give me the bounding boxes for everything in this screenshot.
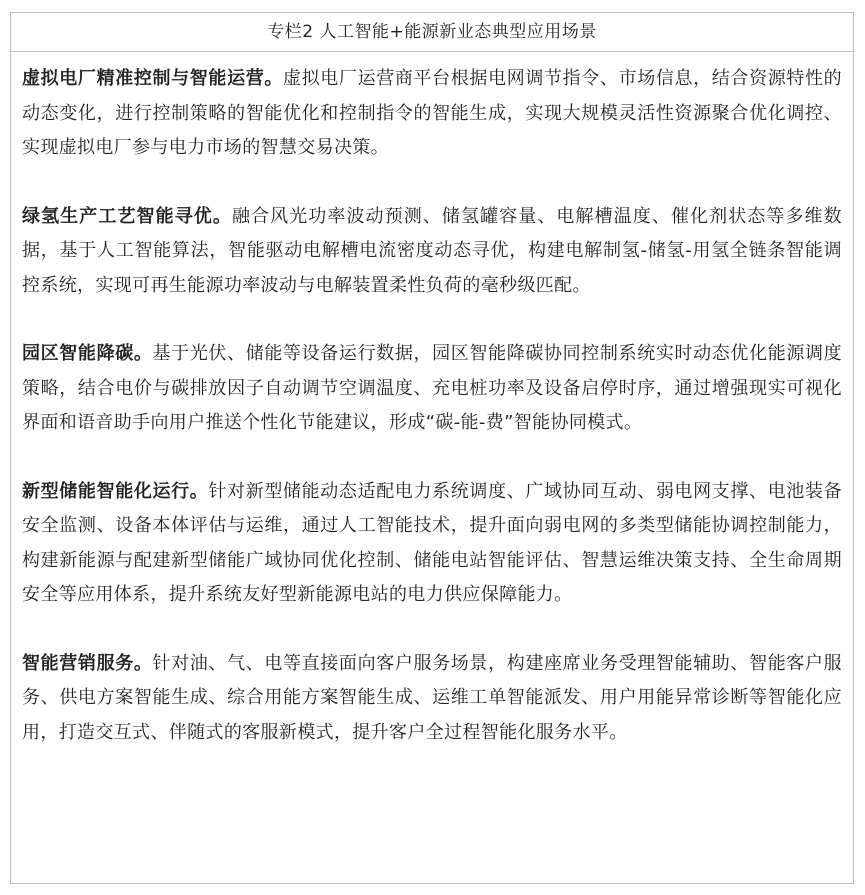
section-green-hydrogen [22,200,842,304]
box-title: 专栏2 人工智能+能源新业态典型应用场景 [11,13,853,52]
section-body: 虚拟电厂运营商平台根据电网调节指令、市场信息，结合资源特性的动态变化，进行控制策略的智能优化和控制指令的智能生成，实现大规模灵活性资源聚合优化调控、实现虚拟电厂参与电力市场的智慧交易决策。 [22,68,842,158]
section-energy-storage [22,475,842,613]
section-virtual-power-plant [22,62,842,166]
section-body: 基于光伏、储能等设备运行数据，园区智能降碳协同控制系统实时动态优化能源调度策略，结合电价与碳排放因子自动调节空调温度、充电桩功率及设备启停时序，通过增强现实可视化界面和语音助手向用户推送个性化节能建议，形成“碳-能-费”智能协同模式。 [22,343,842,433]
section-park-decarbonization [22,337,842,441]
section-lead: 虚拟电厂精准控制与智能运营。 [22,68,283,89]
feature-box [10,12,854,884]
section-body: 融合风光功率波动预测、储氢罐容量、电解槽温度、催化剂状态等多维数据，基于人工智能算法，智能驱动电解槽电流密度动态寻优，构建电解制氢-储氢-用氢全链条智能调控系统，实现可再生能源功率波动与电解装置柔性负荷的毫秒级匹配。 [22,205,842,296]
section-lead: 园区智能降碳。 [22,343,153,364]
section-lead: 智能营销服务。 [22,652,153,674]
box-content [11,62,853,750]
section-body: 针对新型储能动态适配电力系统调度、广域协同互动、弱电网支撑、电池装备安全监测、设备本体评估与运维，通过人工智能技术，提升面向弱电网的多类型储能协调控制能力，构建新能源与配建新型储能广域协同优化控制、储能电站智能评估、智慧运维决策支持、全生命周期安全等应用体系，提升系统友好型新能源电站的电力供应保障能力。 [22,480,842,605]
section-lead: 绿氢生产工艺智能寻优。 [22,205,232,227]
section-body: 针对油、气、电等直接面向客户服务场景，构建座席业务受理智能辅助、智能客户服务、供电方案智能生成、综合用能方案智能生成、运维工单智能派发、用户用能异常诊断等智能化应用，打造交互式、伴随式的客服新模式，提升客户全过程智能化服务水平。 [22,652,842,743]
section-lead: 新型储能智能化运行。 [22,480,209,502]
section-smart-marketing [22,647,842,751]
